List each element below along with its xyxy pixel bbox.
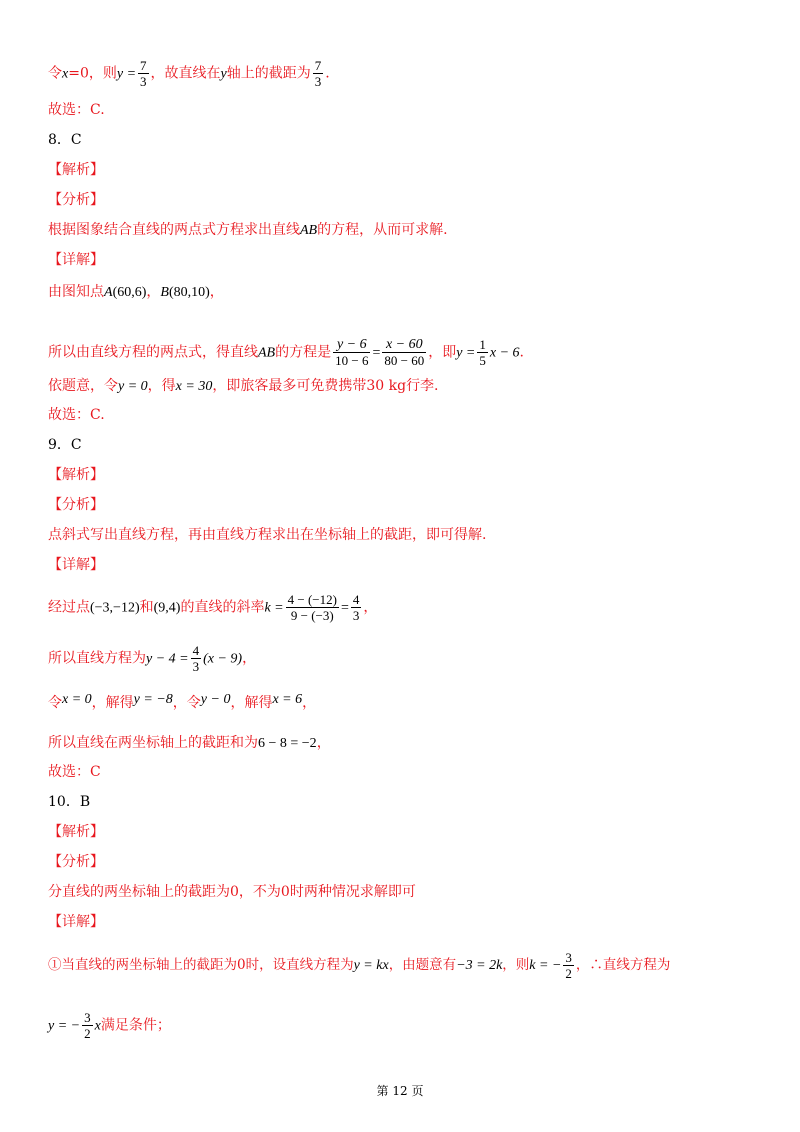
section-heading: 【分析】 xyxy=(48,854,104,870)
text-line: 点斜式写出直线方程，再由直线方程求出在坐标轴上的截距，即可得解. xyxy=(48,527,487,543)
text-line: 分直线的两坐标轴上的截距为0，不为0时两种情况求解即可 xyxy=(48,884,416,900)
fraction: $\frac{1}{5}$ xyxy=(479,337,486,368)
text: 令 xyxy=(48,65,62,82)
answer-line: 故选：C. xyxy=(48,102,105,118)
text-line: 由图知点A(60,6)，B(80,10)， xyxy=(48,284,224,300)
answer-line: 故选：C. xyxy=(48,407,105,423)
text-line: 根据图象结合直线的两点式方程求出直线AB的方程，从而可求解. xyxy=(48,222,448,238)
text-line xyxy=(48,58,330,89)
section-heading: 【分析】 xyxy=(48,192,104,208)
question-number: 9．C xyxy=(48,437,82,453)
text: 轴上的截距为 xyxy=(226,65,311,82)
text-line: 依题意，令y = 0，得x = 30，即旅客最多可免费携带30 kg行李. xyxy=(48,378,439,394)
text-line: 经过点(−3,−12)和(9,4)的直线的斜率k = $\frac{4 - (-12)}{9 - (-3)}$ = $\frac{4}{3}$ ， xyxy=(48,592,378,623)
section-heading: 【解析】 xyxy=(48,162,104,178)
answer-line: 故选：C xyxy=(48,764,101,780)
fraction: $\frac{3}{2}$ xyxy=(565,950,572,981)
section-heading: 【分析】 xyxy=(48,497,104,513)
fraction: $\frac{3}{2}$ xyxy=(84,1010,91,1041)
fraction: $\frac{y - 6}{10 - 6}$ xyxy=(335,337,369,368)
question-number: 8．C xyxy=(48,132,82,148)
math-var: y xyxy=(220,66,227,82)
section-heading: 【解析】 xyxy=(48,467,104,483)
text-line: 令x = 0，解得y = −8，令y − 0，解得x = 6， xyxy=(48,692,317,711)
text-line: y = − $\frac{3}{2}$ x满足条件； xyxy=(48,1010,171,1041)
fraction: $\frac{7}{3}$ xyxy=(314,58,322,89)
section-heading: 【详解】 xyxy=(48,252,104,268)
text-line: ①当直线的两坐标轴上的截距为0时，设直线方程为y = kx，由题意有−3 = 2k，则k = − $\frac{3}{2}$ ，∴直线方程为 xyxy=(48,950,671,981)
text-line: 所以由直线方程的两点式，得直线AB的方程是 $\frac{y - 6}{10 - 6}$ = $\frac{x - 60}{80 - 60}$ ，即y = $\frac{1}{5}$ x − 6. xyxy=(48,337,524,368)
math-var: x xyxy=(62,66,69,82)
text-line: 所以直线方程为y − 4 = $\frac{4}{3}$ (x − 9)， xyxy=(48,643,257,674)
math-expr: y = xyxy=(116,66,137,82)
fraction: $\frac{7}{3}$ xyxy=(140,58,147,89)
section-heading: 【详解】 xyxy=(48,914,104,930)
text: =0，则 xyxy=(68,65,117,82)
section-heading: 【详解】 xyxy=(48,557,104,573)
fraction: $\frac{4}{3}$ xyxy=(192,643,200,674)
text: ，故直线在 xyxy=(150,65,221,82)
page-footer: 第 12 页 xyxy=(376,1084,424,1098)
section-heading: 【解析】 xyxy=(48,824,104,840)
fraction: $\frac{x - 60}{80 - 60}$ xyxy=(384,337,425,368)
fraction: $\frac{4 - (-12)}{9 - (-3)}$ xyxy=(287,592,337,623)
text: . xyxy=(325,65,330,82)
fraction: $\frac{4}{3}$ xyxy=(352,592,360,623)
question-number: 10．B xyxy=(48,794,91,810)
text-line: 所以直线在两坐标轴上的截距和为6 − 8 = −2， xyxy=(48,735,331,751)
